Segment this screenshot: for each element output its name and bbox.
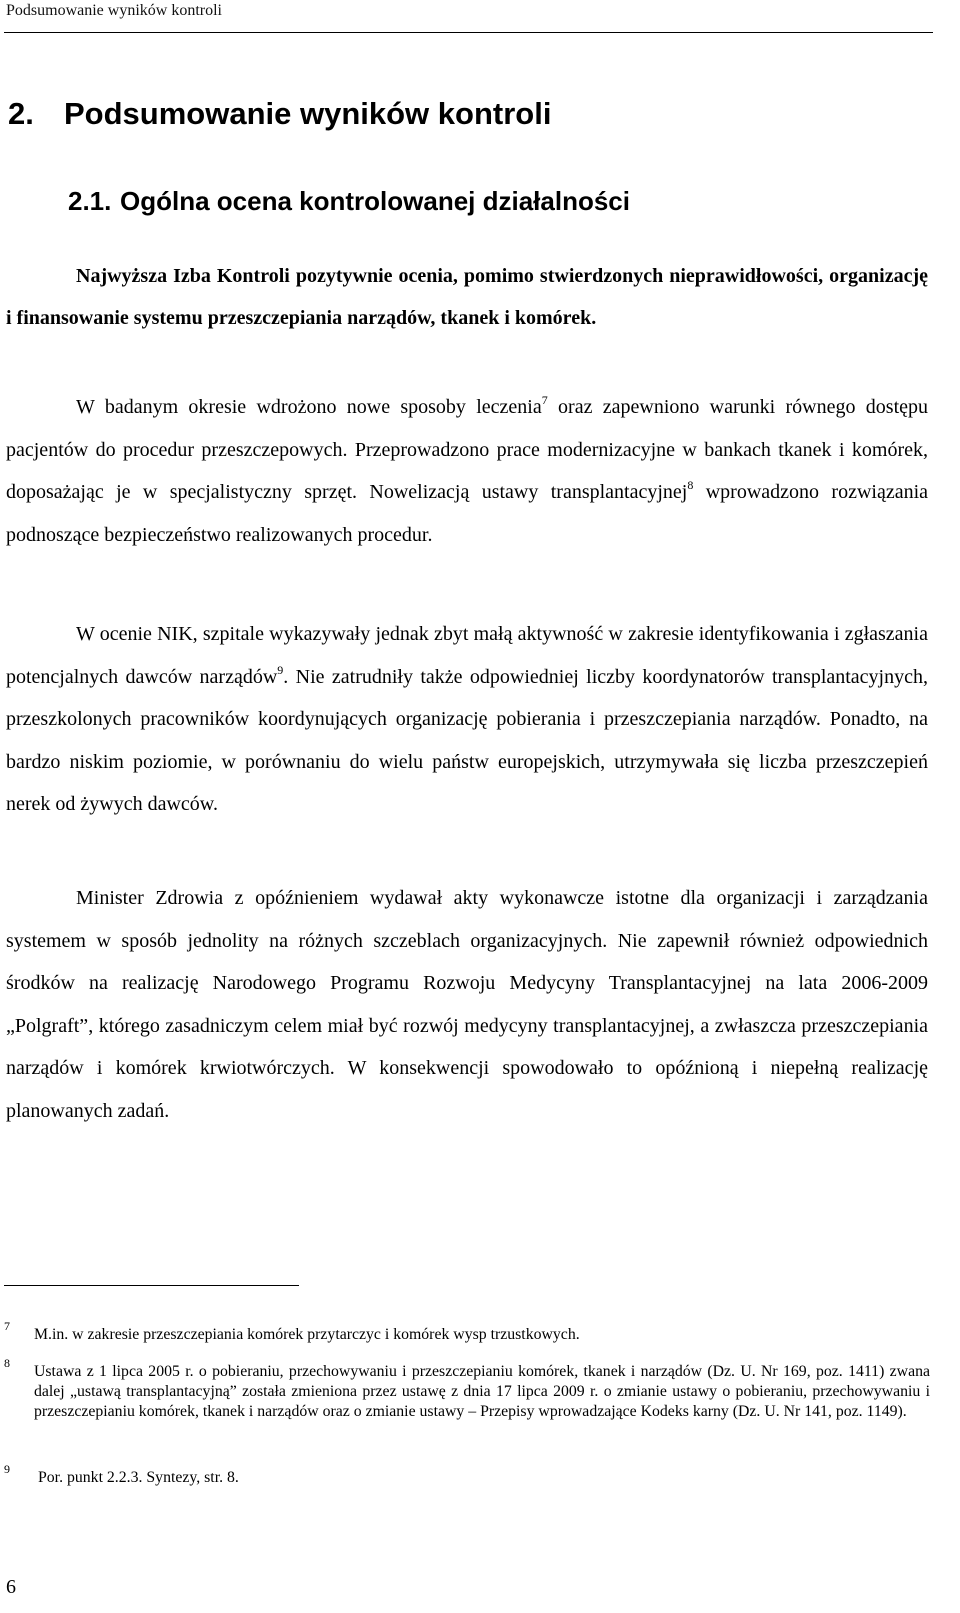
footnote-text: Por. punkt 2.2.3. Syntezy, str. 8. xyxy=(38,1469,239,1486)
page-number: 6 xyxy=(6,1576,16,1598)
paragraph-text: Najwyższa Izba Kontroli pozytywnie ocenia, pomimo stwierdzonych nieprawidłowości, organizację i finansowanie systemu przeszczepiania narządów, tkanek i komórek. xyxy=(6,265,928,329)
section-title: Podsumowanie wyników kontroli xyxy=(64,96,552,131)
footnote-9 xyxy=(4,1462,930,1488)
paragraph-positive xyxy=(6,386,928,556)
paragraph-minister xyxy=(6,877,928,1132)
footnote-number: 8 xyxy=(4,1356,10,1370)
paragraph-text: W ocenie NIK, szpitale wykazywały jednak zbyt małą aktywność w zakresie identyfikowania i zgłaszania potencjalnych dawców narządów xyxy=(6,623,928,688)
paragraph-text: oraz zapewniono warunki równego dostępu pacjentów do procedur przeszczepowych. Przeprowadzono prace modernizacyjne w bankach tkanek i komórek, doposażając je w specjalistyczny sprzęt. Nowelizacją ustawy transplantacyjnej xyxy=(6,396,928,503)
paragraph-negative xyxy=(6,613,928,826)
subsection-number: 2.1. xyxy=(68,186,112,216)
footnote-text: Ustawa z 1 lipca 2005 r. o pobieraniu, przechowywaniu i przeszczepianiu komórek, tkanek i narządów (Dz. U. Nr 169, poz. 1411) zwana dalej „ustawą transplantacyjną” została zmieniona przez ustawę z dnia 17 lipca 2009 r. o zmianie ustawy o pobieraniu, przechowywaniu i przeszczepianiu komórek, tkanek i narządów oraz o zmianie ustawy – Przepisy wprowadzające Kodeks karny (Dz. U. Nr 141, poz. 1149). xyxy=(34,1363,930,1420)
footnote-text: M.in. w zakresie przeszczepiania komórek przytarczyc i komórek wysp trzustkowych. xyxy=(34,1326,580,1343)
footnote-ref: 8 xyxy=(687,478,694,492)
paragraph-text: W badanym okresie wdrożono nowe sposoby leczenia xyxy=(76,396,542,418)
running-header: Podsumowanie wyników kontroli xyxy=(6,2,222,19)
section-number: 2. xyxy=(8,96,34,131)
paragraph-text: . Nie zatrudniły także odpowiedniej liczby koordynatorów transplantacyjnych, przeszkolonych pracowników koordynujących organizację pobierania i przeszczepiania narządów. Ponadto, na bardzo niskim poziomie, w porównaniu do wielu państw europejskich, utrzymywała się liczba przeszczepień nerek od żywych dawców. xyxy=(6,665,928,815)
footnote-ref: 9 xyxy=(277,662,284,677)
paragraph-text: wprowadzono rozwiązania podnoszące bezpieczeństwo realizowanych procedur. xyxy=(6,481,929,546)
subsection-title: Ogólna ocena kontrolowanej działalności xyxy=(120,186,630,216)
paragraph-text: Minister Zdrowia z opóźnieniem wydawał akty wykonawcze istotne dla organizacji i zarządzania systemem w sposób jednolity na różnych szczeblach organizacyjnych. Nie zapewnił również odpowiednich środków na realizację Narodowego Programu Rozwoju Medycyny Transplantacyjnej na lata 2006-2009 „Polgraft”, którego zasadniczym celem miał być rozwój medycyny transplantacyjnej, a zwłaszcza przeszczepiania narządów i komórek krwiotwórczych. W konsekwencji spowodowało to opóźnioną i niepełną realizację planowanych zadań. xyxy=(6,887,928,1122)
subsection-heading xyxy=(68,186,630,217)
section-heading xyxy=(8,96,551,132)
footnote-separator xyxy=(4,1285,299,1286)
footnote-number: 7 xyxy=(4,1319,10,1333)
footnote-number: 9 xyxy=(4,1462,10,1476)
paragraph-summary xyxy=(6,255,928,339)
footnote-ref: 7 xyxy=(541,393,548,407)
footnote-8 xyxy=(4,1356,930,1422)
header-rule xyxy=(4,32,933,33)
footnote-7 xyxy=(4,1319,930,1345)
